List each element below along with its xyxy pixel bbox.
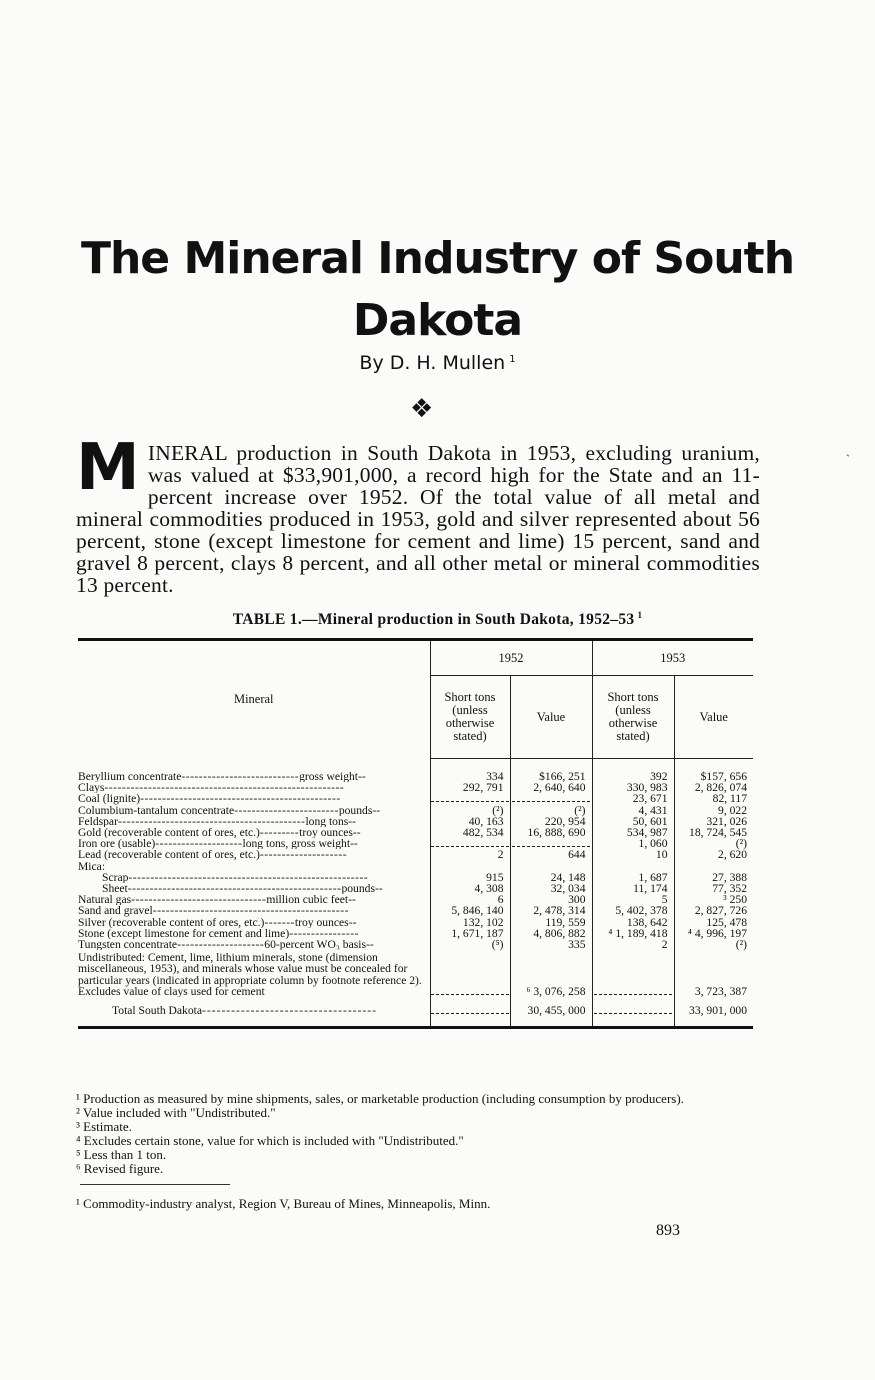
cell-q52: 1, 671, 187 [430,928,510,939]
page-number: 893 [656,1222,680,1239]
cell-q53: 1, 687 [592,872,674,883]
cell-q53: 1, 060 [592,838,674,849]
cell-v52 [510,793,592,804]
cell-q52: 2 [430,849,510,860]
footnote-5: ⁵ Less than 1 ton. [76,1147,167,1162]
cell-v52: 335 [510,939,592,950]
cell-q53: 392 [592,759,674,783]
cell-q53: 2 [592,939,674,950]
mineral-name: Clays [78,782,105,794]
undistributed-label: Undistributed: Cement, lime, lithium minerals, stone (dimension miscellaneous, 1953), and minerals whose value must be concealed for particular years (indicated in appropriate column by footnote reference 2). Excludes value of clays used for cement [78,951,422,998]
byline-footnote-ref: 1 [509,353,516,365]
empty-dash [431,795,509,802]
cell-q53: 23, 671 [592,793,674,804]
mineral-name: Mica: [78,860,106,872]
year-1952-header: 1952 [430,640,592,676]
cell-v53: $157, 656 [674,759,753,783]
cell-v53: 9, 022 [674,805,753,816]
total-q52 [430,997,510,1028]
unit-leader: -- [352,827,361,839]
cell-v52: 2, 478, 314 [510,905,592,916]
cell-q52: 132, 102 [430,917,510,928]
dot-leader: --------- [259,827,300,839]
dot-leader: ------- [264,916,295,928]
cell-v52: 16, 888, 690 [510,827,592,838]
unit-label: troy ounces [299,827,353,839]
intro-paragraph [76,431,760,597]
cell-q52: (⁵) [430,939,510,950]
cell-v53: 27, 388 [674,872,753,883]
cell-q53: 4, 431 [592,805,674,816]
dot-leader: ------------------------ [234,804,339,816]
unit-leader: -- [348,916,357,928]
cell-v53: 82, 117 [674,793,753,804]
cell-q52: 292, 791 [430,782,510,793]
mineral-cell [78,917,430,928]
cell-q52: 5, 846, 140 [430,905,510,916]
mineral-cell [78,849,430,860]
mineral-name: Feldspar [78,815,118,828]
dot-leader: ------------------------------------------- [117,815,306,828]
footnote-1: ¹ Production as measured by mine shipments, sales, or marketable production (including consumption by producers). [76,1091,684,1106]
undistributed-q52 [430,950,510,997]
table-row [78,905,753,916]
cell-v52: 32, 034 [510,883,592,894]
mineral-name: Lead (recoverable content of ores, etc.) [78,849,260,861]
cell-v53: 2, 620 [674,849,753,860]
empty-dash [512,840,590,847]
unit-leader: -- [374,883,383,895]
drop-cap: M [76,431,140,505]
cell-q53: 534, 987 [592,827,674,838]
cell-q52: 482, 534 [430,827,510,838]
unit-leader: -- [348,894,356,906]
mineral-cell [78,805,430,816]
unit-leader: -- [365,939,374,951]
title-line-1: The Mineral Industry of South [80,233,795,284]
footnote-6: ⁶ Revised figure. [76,1161,164,1176]
table-row [78,759,753,783]
unit-label: million cubic feet [266,894,349,906]
mineral-name: Gold (recoverable content of ores, etc.) [78,827,260,839]
undistributed-q53 [592,950,674,997]
production-table [78,638,753,1029]
value-header-1952: Value [510,676,592,759]
mineral-cell [78,928,430,939]
cell-q52: 40, 163 [430,816,510,827]
cell-v52: 220, 954 [510,816,592,827]
footnote-4: ⁴ Excludes certain stone, value for which is included with "Undistributed." [76,1133,464,1148]
mineral-cell [78,793,430,804]
total-v53: 33, 901, 000 [674,997,753,1028]
table-row [78,939,753,950]
mineral-cell [78,838,430,849]
intro-text: INERAL production in South Dakota in 1953, excluding uranium, was valued at $33,901,000, a record high for the State and an 11-percent increase over 1952. Of the total value of all metal and mineral commodities produced in 1953, gold and silver represented about 56 percent, stone (except limestone for cement and lime) 15 percent, sand and gravel 8 percent, clays 8 percent, and all other metal or mineral commodities 13 percent. [76,441,760,597]
unit-label: pounds [341,883,375,895]
table-title [0,610,875,629]
cell-v52: 119, 559 [510,917,592,928]
empty-dash [431,840,509,847]
title-line-2: Dakota [352,295,523,346]
mineral-cell [78,782,430,793]
table-row [78,793,753,804]
cell-q53: 5, 402, 378 [592,905,674,916]
undistributed-v53: 3, 723, 387 [674,950,753,997]
unit-leader: -- [372,804,381,816]
mineral-cell [78,883,430,894]
mineral-name: Natural gas [78,894,132,906]
table-row-undistributed [78,950,753,997]
unit-label: long tons [305,815,349,828]
mineral-cell [78,816,430,827]
mineral-cell [78,861,430,872]
page-title [0,228,875,352]
cell-v52: 644 [510,849,592,860]
undistributed-v52: ⁶ 3, 076, 258 [510,950,592,997]
cell-v52: 2, 640, 640 [510,782,592,793]
mineral-column-header: Mineral [233,692,274,707]
cell-q53: 10 [592,849,674,860]
mineral-name: Iron ore (usable) [78,838,156,850]
mineral-name: Tungsten concentrate [78,939,178,951]
dot-leader: ------------------------------- [131,894,267,906]
cell-v53: 321, 026 [674,816,753,827]
dot-leader: -------------------- [259,849,348,861]
mineral-name: Scrap [102,871,129,884]
dot-leader: ------------------------------------------------------- [128,871,369,884]
author-name: By D. H. Mullen [359,352,506,374]
mineral-name: Sheet [102,883,128,895]
footnote-divider [80,1184,230,1185]
dot-leader: -------------------- [155,838,243,850]
mineral-name: Sand and gravel [78,905,153,917]
cell-v53: 18, 724, 545 [674,827,753,838]
empty-dash [512,795,590,802]
cell-q52: 334 [430,759,510,783]
unit-label: pounds [338,804,373,816]
cell-v53: 2, 827, 726 [674,905,753,916]
quantity-header-1952: Short tons (unless otherwise stated) [430,676,510,759]
unit-label: gross weight [299,769,359,783]
dot-leader: ------------------------------------------------- [127,883,342,895]
cell-v53: 77, 352 [674,883,753,894]
cell-v53: ⁴ 4, 996, 197 [674,928,753,939]
footnote-3: ³ Estimate. [76,1119,132,1134]
cell-v53: 2, 826, 074 [674,782,753,793]
cell-v52: 300 [510,894,592,905]
stray-mark: ` [846,452,850,466]
unit-leader: -- [350,838,358,850]
cell-q53: 330, 983 [592,782,674,793]
quantity-header-1953: Short tons (unless otherwise stated) [592,676,674,759]
dot-leader: ------------------------------------------------------- [104,782,345,794]
cell-q52: 4, 308 [430,883,510,894]
production-table-wrapper [78,638,753,1029]
cell-v52: $166, 251 [510,759,592,783]
cell-q53: 5 [592,894,674,905]
cell-q52 [430,793,510,804]
total-label-text: Total South Dakota [112,1004,202,1018]
dot-leader: --------------------------- [181,769,300,783]
cell-v52: (²) [510,805,592,816]
mineral-cell [78,939,430,950]
cell-q52: 915 [430,872,510,883]
table-title-ref: 1 [637,610,643,620]
unit-leader: -- [358,769,366,783]
cell-v53: (²) [674,939,753,950]
table-row [78,838,753,849]
cell-v52: 4, 806, 882 [510,928,592,939]
total-v52: 30, 455, 000 [510,997,592,1028]
author-footnote: ¹ Commodity-industry analyst, Region V, Bureau of Mines, Minneapolis, Minn. [76,1196,491,1211]
table-row [78,883,753,894]
unit-label: troy ounces [294,916,349,928]
table-row [78,928,753,939]
mineral-cell [78,827,430,838]
ornament-icon: ❖ [410,394,434,424]
mineral-name: Coal (lignite) [78,793,141,805]
dot-leader: ---------------------------------------------- [140,793,341,805]
dot-leader: ---------------- [289,927,359,940]
table-body [78,759,753,1028]
cell-q52: (²) [430,805,510,816]
mineral-name: Silver (recoverable content of ores, etc.) [78,916,265,928]
year-1953-header: 1953 [592,640,753,676]
cell-v53: ³ 250 [674,894,753,905]
mineral-name: Beryllium concentrate [78,769,182,783]
cell-q53: 50, 601 [592,816,674,827]
table-row-total [78,997,753,1028]
table-caption: TABLE 1.—Mineral production in South Dakota, 1952–53 [232,611,635,629]
mineral-name: Stone (except limestone for cement and lime) [78,927,290,940]
dot-leader: -------------------- [177,939,265,951]
mineral-cell [78,759,430,783]
unit-leader: -- [348,815,357,828]
cell-v53: 125, 478 [674,917,753,928]
mineral-cell [78,905,430,916]
mineral-cell [78,872,430,883]
unit-label: 60-percent WO₃ basis [264,939,366,951]
cell-v52: 24, 148 [510,872,592,883]
cell-q52: 6 [430,894,510,905]
cell-v53: (²) [674,838,753,849]
mineral-name: Columbium-tantalum concentrate [78,804,235,816]
cell-q53: ⁴ 1, 189, 418 [592,928,674,939]
total-q53 [592,997,674,1028]
unit-label: long tons, gross weight [242,838,351,850]
total-label: Total South Dakota------------------------------------ [78,997,430,1028]
mineral-cell [78,894,430,905]
value-header-1953: Value [674,676,753,759]
table-row [78,849,753,860]
dot-leader: --------------------------------------------- [152,905,349,917]
footnote-2: ² Value included with "Undistributed." [76,1105,276,1120]
cell-q53: 11, 174 [592,883,674,894]
footnotes [76,1092,756,1176]
byline [0,352,875,374]
cell-q53: 138, 642 [592,917,674,928]
